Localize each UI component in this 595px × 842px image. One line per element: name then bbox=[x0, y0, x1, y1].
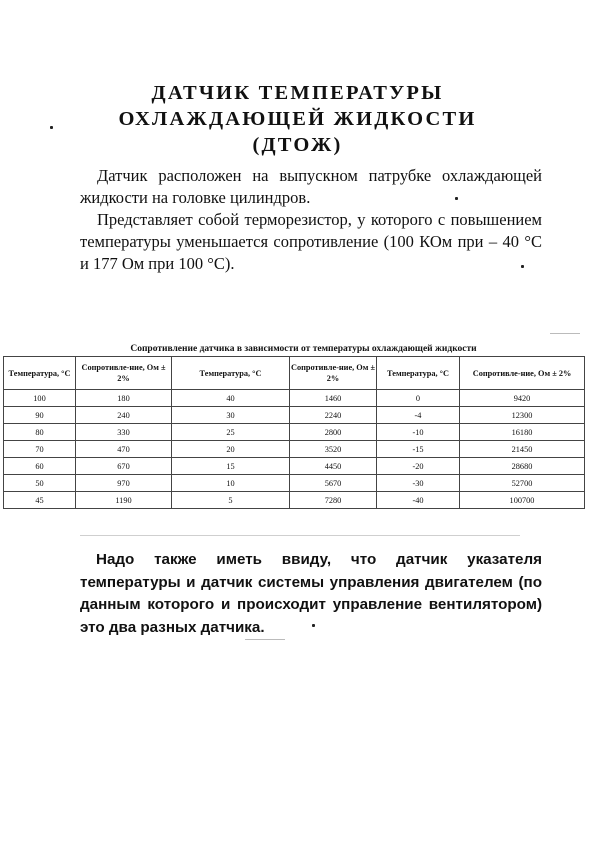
table-cell: 3520 bbox=[290, 441, 377, 458]
table-cell: 52700 bbox=[460, 475, 585, 492]
table-cell: 1460 bbox=[290, 390, 377, 407]
table-cell: 60 bbox=[4, 458, 76, 475]
table-cell: 970 bbox=[76, 475, 172, 492]
scan-speck bbox=[521, 265, 524, 268]
table-cell: 180 bbox=[76, 390, 172, 407]
table-header-row bbox=[4, 357, 585, 390]
header-temperature: Температура, °С bbox=[172, 357, 290, 390]
header-resistance: Сопротивле-ние, Ом ± 2% bbox=[460, 357, 585, 390]
table-cell: -10 bbox=[377, 424, 460, 441]
scan-noise bbox=[550, 333, 580, 334]
scan-noise bbox=[80, 535, 520, 536]
scan-speck bbox=[312, 624, 315, 627]
table-cell: 670 bbox=[76, 458, 172, 475]
table-cell: 5 bbox=[172, 492, 290, 509]
table-cell: 7280 bbox=[290, 492, 377, 509]
table-cell: 80 bbox=[4, 424, 76, 441]
table-cell: 9420 bbox=[460, 390, 585, 407]
table-cell: 470 bbox=[76, 441, 172, 458]
table-cell: 70 bbox=[4, 441, 76, 458]
table-row bbox=[4, 424, 585, 441]
resistance-table bbox=[3, 356, 585, 509]
table-row bbox=[4, 475, 585, 492]
table-cell: 28680 bbox=[460, 458, 585, 475]
scan-noise bbox=[245, 639, 285, 640]
scan-speck bbox=[50, 126, 53, 129]
table-row bbox=[4, 390, 585, 407]
header-resistance: Сопротивле-ние, Ом ± 2% bbox=[76, 357, 172, 390]
table-cell: 2800 bbox=[290, 424, 377, 441]
table-cell: -40 bbox=[377, 492, 460, 509]
header-temperature: Температура, °С bbox=[377, 357, 460, 390]
table-cell: 100700 bbox=[460, 492, 585, 509]
table-cell: 16180 bbox=[460, 424, 585, 441]
table-cell: 21450 bbox=[460, 441, 585, 458]
title-line: ОХЛАЖДАЮЩЕЙ ЖИДКОСТИ bbox=[118, 108, 477, 130]
scan-speck bbox=[455, 197, 458, 200]
table-cell: 1190 bbox=[76, 492, 172, 509]
table-cell: 2240 bbox=[290, 407, 377, 424]
paragraph-location: Датчик расположен на выпускном патрубке охлаждающей жидкости на головке цилиндров. bbox=[80, 166, 542, 207]
table-cell: 0 bbox=[377, 390, 460, 407]
header-resistance: Сопротивле-ние, Ом ± 2% bbox=[290, 357, 377, 390]
table-cell: 15 bbox=[172, 458, 290, 475]
table-cell: 40 bbox=[172, 390, 290, 407]
header-temperature: Температура, °С bbox=[4, 357, 76, 390]
table-cell: 240 bbox=[76, 407, 172, 424]
table-cell: 50 bbox=[4, 475, 76, 492]
table-cell: 10 bbox=[172, 475, 290, 492]
table-cell: -20 bbox=[377, 458, 460, 475]
table-cell: 330 bbox=[76, 424, 172, 441]
table-row bbox=[4, 441, 585, 458]
table-row bbox=[4, 492, 585, 509]
table-cell: -4 bbox=[377, 407, 460, 424]
document-title bbox=[0, 80, 595, 158]
paragraph-description: Представляет собой терморезистор, у которого с повышением температуры уменьшается сопротивление (100 КОм при – 40 °С и 177 Ом при 100 °С). bbox=[80, 210, 542, 273]
table-cell: 45 bbox=[4, 492, 76, 509]
table-cell: 25 bbox=[172, 424, 290, 441]
table-caption: Сопротивление датчика в зависимости от температуры охлаждающей жидкости bbox=[130, 344, 477, 354]
table-row bbox=[4, 407, 585, 424]
table-cell: 90 bbox=[4, 407, 76, 424]
table-cell: 100 bbox=[4, 390, 76, 407]
table-cell: 20 bbox=[172, 441, 290, 458]
table-cell: 12300 bbox=[460, 407, 585, 424]
table-cell: 5670 bbox=[290, 475, 377, 492]
title-line: ДАТЧИК ТЕМПЕРАТУРЫ bbox=[151, 82, 444, 104]
sensor-note: Надо также иметь ввиду, что датчик указателя температуры и датчик системы управления двигателем (по данным которого и происходит управление вентилятором) это два разных датчика. bbox=[80, 551, 542, 636]
table-cell: 30 bbox=[172, 407, 290, 424]
table-cell: -30 bbox=[377, 475, 460, 492]
resistance-table-block bbox=[3, 342, 584, 509]
table-cell: -15 bbox=[377, 441, 460, 458]
title-line: (ДТОЖ) bbox=[252, 134, 343, 156]
table-cell: 4450 bbox=[290, 458, 377, 475]
table-row bbox=[4, 458, 585, 475]
